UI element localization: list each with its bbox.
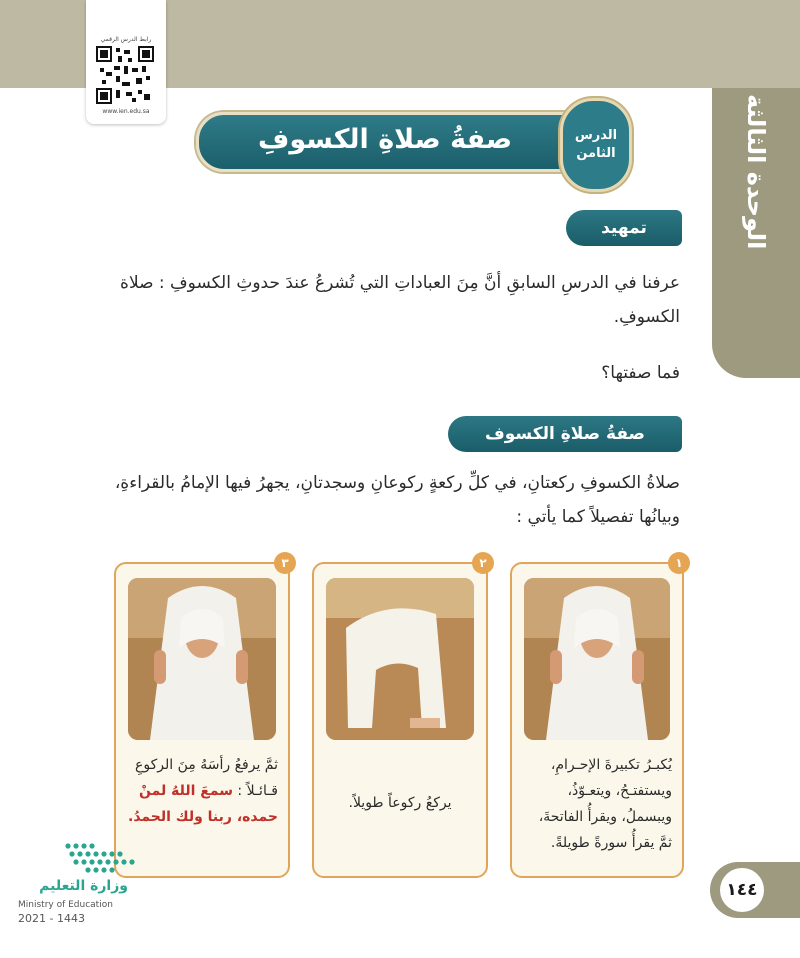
- page-number: ١٤٤: [720, 868, 764, 912]
- unit-label: الوحدة الثالثة: [742, 94, 770, 250]
- ministry-logo-icon: [58, 836, 148, 878]
- step-number-badge: ٢: [472, 552, 494, 574]
- step-card-2: [312, 556, 488, 878]
- intro-heading: تمهيد: [566, 210, 682, 246]
- step-text-2: يركعُ ركوعاً طويلاً.: [348, 795, 452, 811]
- ruku-photo: [326, 578, 474, 740]
- section-heading: صفةُ صلاةِ الكسوف: [448, 416, 682, 452]
- standing-photo: [128, 578, 276, 740]
- edition-year: 2021 - 1443: [18, 912, 85, 925]
- lesson-badge-bottom: الثامن: [576, 146, 616, 161]
- ministry-name-en: Ministry of Education: [18, 900, 113, 910]
- qr-code-icon[interactable]: [96, 46, 154, 104]
- step-text-3: [126, 752, 278, 830]
- step-text-1: يُكبـرُ تكبيرةَ الإحـرامِ، ويستفتـحُ، ويتعـوّذُ، ويبسملُ، ويقرأُ الفاتحةَ، ثمَّ يقرأُ سورةً طويلةً.: [538, 757, 672, 851]
- step-number-badge: ٣: [274, 552, 296, 574]
- qr-caption: رابط الدرس الرقمي: [100, 36, 152, 43]
- intro-paragraph: عرفنا في الدرسِ السابقِ أنَّ مِنَ العباداتِ التي تُشرعُ عندَ حدوثِ الكسوفِ : صلاة الكسوفِ.: [120, 273, 680, 327]
- lesson-title: صفةُ صلاةِ الكسوفِ: [257, 123, 513, 155]
- step-number-badge: ١: [668, 552, 690, 574]
- lesson-badge: [560, 98, 632, 192]
- step-card-1: [510, 556, 684, 878]
- ministry-name-ar: وزارة التعليم: [39, 878, 128, 894]
- intro-question: فما صفتها؟: [601, 363, 680, 383]
- ministry-logo-block: [14, 836, 144, 936]
- qr-panel[interactable]: [86, 0, 166, 124]
- section-paragraph: صلاةُ الكسوفِ ركعتانِ، في كلِّ ركعةٍ ركوعانِ وسجدتانِ، يجهرُ فيها الإمامُ بالقراءةِ، وبيانُها تفصيلاً كما يأتي :: [114, 473, 680, 527]
- takbir-photo: [524, 578, 670, 740]
- step-card-3: [114, 556, 290, 878]
- step-text-3-highlight: سمعَ اللهُ لمنْ حمده، ربنا ولك الحمدُ.: [128, 783, 278, 825]
- lesson-badge-top: الدرس: [574, 128, 618, 143]
- qr-url: www.ien.edu.sa: [102, 108, 150, 115]
- page-number-tab: [710, 862, 800, 918]
- step-text-3-main: ثمَّ يرفعُ رأسَهُ مِنَ الركوعِ قـائـلاً :: [135, 757, 278, 799]
